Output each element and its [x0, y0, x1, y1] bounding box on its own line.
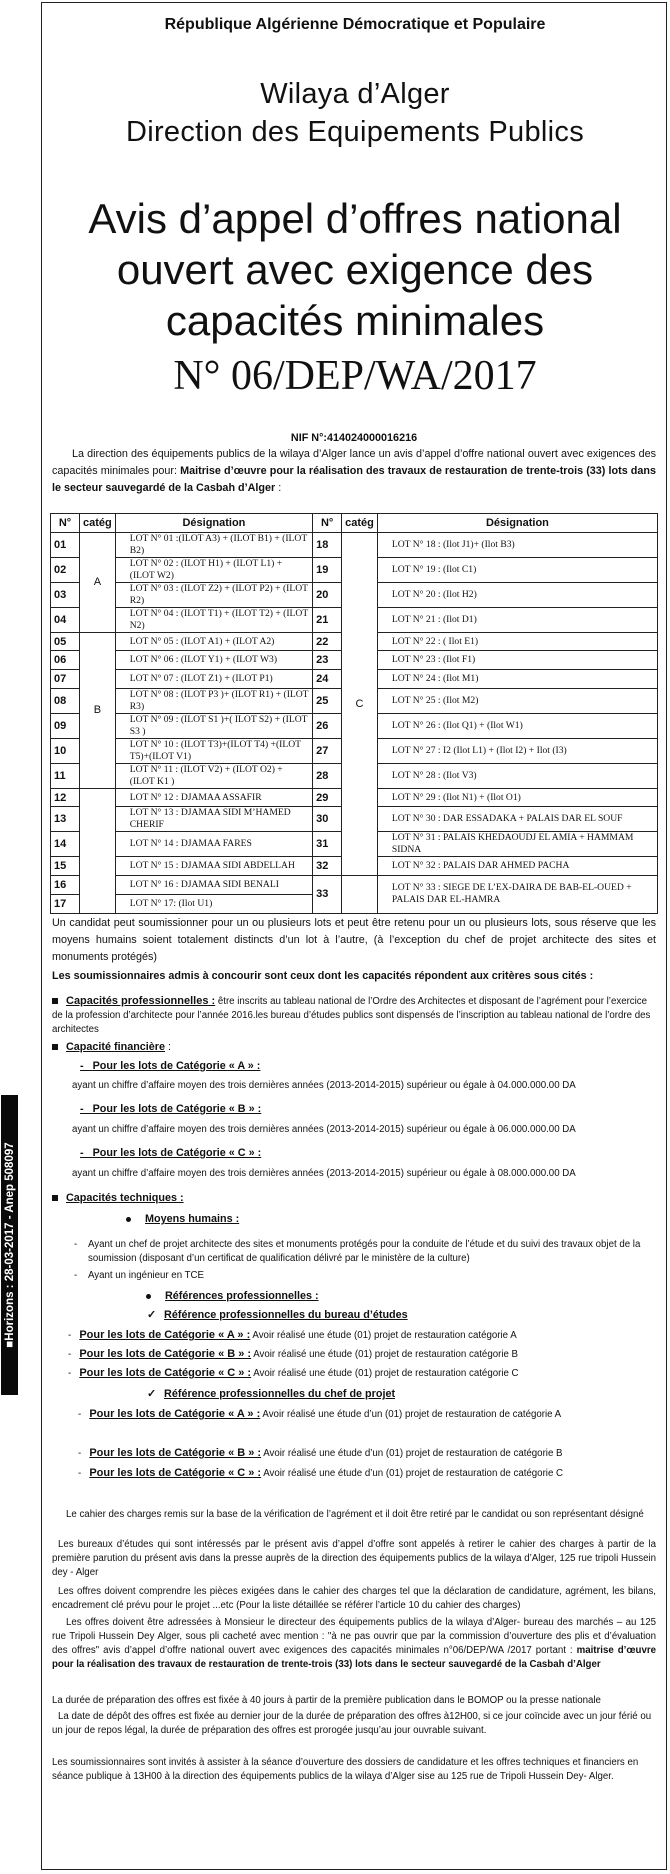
- lot-number: 25: [313, 688, 342, 713]
- title-line-1: Avis d’appel d’offres national: [88, 195, 622, 242]
- moyens-item-1-text: Ayant un chef de projet architecte des sites et monuments protégés pour la conduite de l’étude et du suivi des travaux objet de la soumission (disposant d’un certificat de qualification délivré par le ministère de la culture): [88, 1239, 641, 1264]
- cap-pro-item: [52, 994, 656, 1037]
- lot-number: 22: [313, 632, 342, 651]
- lot-designation: LOT N° 06 : (ILOT Y1) + (ILOT W3): [115, 651, 312, 670]
- header-designation: Désignation: [115, 514, 312, 533]
- lot-designation: LOT N° 07 : (ILOT Z1) + (ILOT P1): [115, 670, 312, 689]
- cap-tech-title-text: Capacités techniques :: [66, 1192, 184, 1204]
- lot-number: 30: [313, 807, 342, 832]
- lot-category: [80, 788, 116, 913]
- chef-cat-a: - Pour les lots de Catégorie « A » : Avoir réalisé une étude d’un (01) projet de restauration de catégorie A: [78, 1408, 562, 1420]
- lot-designation: LOT N° 29 : (Ilot N1) + (Ilot O1): [377, 788, 657, 807]
- lot-designation: LOT N° 05 : (ILOT A1) + (ILOT A2): [115, 632, 312, 651]
- lot-number: 31: [313, 832, 342, 857]
- side-margin: [0, 0, 20, 1874]
- cap-fin-title: [52, 1039, 656, 1056]
- chef-cat-b-text: Avoir réalisé une étude d’un (01) projet de restauration de catégorie B: [261, 1448, 563, 1459]
- refs-title-text: Références professionnelles :: [165, 1290, 319, 1302]
- lot-number: 18: [313, 532, 342, 557]
- cap-pro-title: Capacités professionnelles :: [66, 995, 216, 1007]
- bureau-cat-a: - Pour les lots de Catégorie « A » : Avoir réalisé une étude (01) projet de restauration catégorie A: [68, 1329, 517, 1341]
- chef-cat-b-title: Pour les lots de Catégorie « B » :: [89, 1447, 262, 1459]
- lot-designation: LOT N° 27 : I2 (Ilot L1) + (Ilot I2) + Ilot (I3): [377, 738, 657, 763]
- table-row: [51, 876, 658, 895]
- lot-designation: LOT N° 02 : (ILOT H1) + (ILOT L1) + (ILOT W2): [115, 557, 312, 582]
- wilaya-name: Wilaya d’Alger: [260, 78, 450, 110]
- ref-bureau-title: [147, 1307, 627, 1324]
- lot-designation: LOT N° 31 : PALAIS KHEDAOUDJ EL AMIA + HAMMAM SIDNA: [377, 832, 657, 857]
- lot-designation: LOT N° 16 : DJAMAA SIDI BENALI: [115, 876, 312, 895]
- bureau-cat-a-text: Avoir réalisé une étude (01) projet de restauration catégorie A: [250, 1330, 517, 1341]
- title-line-3: capacités minimales: [165, 297, 545, 344]
- lot-number: 16: [51, 876, 80, 895]
- lot-designation: LOT N° 10 : (ILOT T3)+(ILOT T4) +(ILOT T5)+(ILOT V1): [115, 738, 312, 763]
- lot-number: 08: [51, 688, 80, 713]
- lot-number: 21: [313, 607, 342, 632]
- chef-cat-c-text: Avoir réalisé une étude d’un (01) projet de restauration de catégorie C: [261, 1468, 564, 1479]
- lot-category: [342, 876, 378, 913]
- lot-designation: LOT N° 15 : DJAMAA SIDI ABDELLAH: [115, 857, 312, 876]
- lot-number: 04: [51, 607, 80, 632]
- ref-chef-title-text: Référence professionnelles du chef de projet: [164, 1388, 396, 1400]
- republic-header: République Algérienne Démocratique et Populaire: [164, 16, 546, 33]
- check-icon: ✓: [147, 1388, 157, 1400]
- bureau-cat-c-title: Pour les lots de Catégorie « C » :: [79, 1367, 252, 1379]
- candidate-rule: Un candidat peut soumissionner pour un ou plusieurs lots et peut être retenu pour un ou plusieurs lots, sous réserve que les moyens humains soient totalement distincts d’un lot à l’autre, (à l’exception du chef de projet architecte des sites et monuments protégés): [52, 917, 656, 963]
- lot-designation: LOT N° 11 : (ILOT V2) + (ILOT O2) + (ILOT K1 ): [115, 763, 312, 788]
- publication-reference-text: ■Horizons : 28-03-2017 - Anep 508097: [3, 1142, 16, 1348]
- moyens-title: [126, 1211, 626, 1228]
- lot-designation: LOT N° 30 : DAR ESSADAKA + PALAIS DAR EL SOUF: [377, 807, 657, 832]
- lot-designation: LOT N° 09 : (ILOT S1 )+( ILOT S2) + (ILOT S3 ): [115, 713, 312, 738]
- moyens-item-1: [74, 1238, 648, 1266]
- closing-p4-text: Les offres doivent être adressées à Monsieur le directeur des équipements publics de la wilaya d’Alger- bureau des marchés – au 125 rue Tripoli Hussein Dey Alger, sous pli cacheté avec mention : "à ne pas ouvrir que par la commission d’ouverture des plis et d’évaluation des offres" avis d’appel d’offre national ouvert avec exigences des capacités minimales n°06/DEP/WA /2017 portant :: [52, 1617, 656, 1656]
- lot-number: 13: [51, 807, 80, 832]
- lot-designation: LOT N° 32 : PALAIS DAR AHMED PACHA: [377, 857, 657, 876]
- fin-a-title: - Pour les lots de Catégorie « A » :: [80, 1060, 261, 1072]
- lot-number: 32: [313, 857, 342, 876]
- lot-designation: LOT N° 08 : (ILOT P3 )+ (ILOT R1) + (ILOT R3): [115, 688, 312, 713]
- lot-number: 10: [51, 738, 80, 763]
- lot-designation: LOT N° 22 : ( Ilot E1): [377, 632, 657, 651]
- closing-p6: La date de dépôt des offres est fixée au dernier jour de la durée de préparation des offres à12H00, si ce jour coïncide avec un jour férié ou un jour de repos légal, la durée de préparation des offres est prorogée jusqu’au jour ouvrable suivant.: [52, 1711, 652, 1736]
- closing-p3: Les offres doivent comprendre les pièces exigées dans le cahier des charges tel que la déclaration de candidature, agrément, les bilans, encadrement clé prévu pour le projet ...etc (Pour la liste détaillée se référer l’article 10 du cahier des charges): [52, 1586, 656, 1611]
- lot-number: 14: [51, 832, 80, 857]
- bureau-cat-b-text: Avoir réalisé une étude (01) projet de restauration catégorie B: [251, 1349, 519, 1360]
- fin-c-title: - Pour les lots de Catégorie « C » :: [80, 1147, 262, 1159]
- lots-table-body: [51, 532, 658, 913]
- lots-table: [50, 513, 658, 914]
- closing-p4-object: maitrise d’œuvre pour la réalisation des travaux de restauration de trente-trois (33) lots dans le secteur sauvegardé de la Casbah d’Alger: [52, 1645, 656, 1670]
- bureau-cat-b-title: Pour les lots de Catégorie « B » :: [79, 1348, 252, 1360]
- lot-designation: LOT N° 19 : (Ilot C1): [377, 557, 657, 582]
- lots-table-header: [51, 514, 658, 533]
- lot-number: 02: [51, 557, 80, 582]
- bureau-cat-a-title: Pour les lots de Catégorie « A » :: [79, 1329, 251, 1341]
- chef-cat-a-text: Avoir réalisé une étude d’un (01) projet de restauration de catégorie A: [260, 1409, 562, 1420]
- intro-text: La direction des équipements publics de la wilaya d’Alger lance un avis d’appel d’offre national ouvert avec exigences des capacités minimales pour:: [52, 448, 656, 477]
- lot-designation: LOT N° 25 : (Ilot M2): [377, 688, 657, 713]
- lot-number: 24: [313, 670, 342, 689]
- bureau-cat-b: - Pour les lots de Catégorie « B » : Avoir réalisé une étude (01) projet de restauration catégorie B: [68, 1348, 519, 1360]
- lot-number: 23: [313, 651, 342, 670]
- lot-designation: LOT N° 18 : (Ilot J1)+ (Ilot B3): [377, 532, 657, 557]
- closing-p1: Le cahier des charges remis sur la base de la vérification de l’agrément et il doit être retiré par le candidat ou son représentant désigné: [66, 1509, 644, 1520]
- lot-designation: LOT N° 03 : (ILOT Z2) + (ILOT P2) + (ILOT R2): [115, 582, 312, 607]
- notice-title: [55, 193, 655, 346]
- lot-number: 29: [313, 788, 342, 807]
- fin-c-text: ayant un chiffre d’affaire moyen des trois dernières années (2013-2014-2015) supérieur ou égale à 08.000.000.00 DA: [72, 1168, 576, 1179]
- lot-number: 01: [51, 532, 80, 557]
- header-cat: catég: [342, 514, 378, 533]
- lot-category: C: [342, 532, 378, 875]
- lot-designation: LOT N° 12 : DJAMAA ASSAFIR: [115, 788, 312, 807]
- bullet-icon: [126, 1217, 131, 1222]
- issuer-block: [60, 75, 650, 151]
- lot-designation: LOT N° 20 : (Ilot H2): [377, 582, 657, 607]
- lot-number: 17: [51, 894, 80, 913]
- bullet-icon: [52, 1044, 58, 1050]
- closing-p2: Les bureaux d’études qui sont intéressés par le présent avis d’appel d’offre sont appelés à retirer le cahier des charges à partir de la première parution du présent avis dans la presse auprès de la direction des équipements publics de la wilaya d’Alger, 125 rue tripoli Hussein dey - Alger: [52, 1539, 656, 1578]
- lot-designation: LOT N° 21 : (Ilot D1): [377, 607, 657, 632]
- lot-designation: LOT N° 14 : DJAMAA FARES: [115, 832, 312, 857]
- lot-number: 15: [51, 857, 80, 876]
- lot-number: 06: [51, 651, 80, 670]
- lot-number: 26: [313, 713, 342, 738]
- intro-colon: :: [275, 482, 282, 494]
- fin-b-title-text: Pour les lots de Catégorie « B » :: [92, 1103, 262, 1115]
- lot-designation: LOT N° 33 : SIEGE DE L’EX-DAIRA DE BAB-EL-OUED + PALAIS DAR EL-HAMRA: [377, 876, 657, 913]
- table-row: [51, 532, 658, 557]
- closing-p5: La durée de préparation des offres est fixée à 40 jours à partir de la première publication dans le BOMOP ou la presse nationale: [52, 1695, 601, 1706]
- lot-number: 12: [51, 788, 80, 807]
- lot-number: 11: [51, 763, 80, 788]
- fin-a-text: ayant un chiffre d’affaire moyen des trois dernières années (2013-2014-2015) supérieur ou égale à 04.000.000.00 DA: [72, 1080, 576, 1091]
- header-designation: Désignation: [377, 514, 657, 533]
- refs-title: [146, 1288, 626, 1305]
- intro-paragraph: [52, 446, 656, 497]
- ref-chef-title: [147, 1386, 627, 1403]
- cap-fin-colon: :: [165, 1041, 172, 1053]
- moyens-title-text: Moyens humains :: [145, 1213, 240, 1225]
- ref-bureau-title-text: Référence professionnelles du bureau d’études: [164, 1309, 408, 1321]
- fin-b-text: ayant un chiffre d’affaire moyen des trois dernières années (2013-2014-2015) supérieur ou égale à 06.000.000.00 DA: [72, 1124, 576, 1135]
- lot-designation: LOT N° 24 : (Ilot M1): [377, 670, 657, 689]
- bureau-cat-c-text: Avoir réalisé une étude (01) projet de restauration catégorie C: [251, 1368, 519, 1379]
- cap-tech-title: [52, 1190, 656, 1207]
- lot-number: 03: [51, 582, 80, 607]
- moyens-item-2: [74, 1269, 648, 1283]
- chef-cat-a-title: Pour les lots de Catégorie « A » :: [89, 1408, 261, 1420]
- lot-category: B: [80, 632, 116, 788]
- bureau-cat-c: - Pour les lots de Catégorie « C » : Avoir réalisé une étude (01) projet de restauration catégorie C: [68, 1367, 519, 1379]
- direction-name: Direction des Equipements Publics: [125, 116, 584, 148]
- fin-a-title-text: Pour les lots de Catégorie « A » :: [92, 1060, 261, 1072]
- lot-number: 19: [313, 557, 342, 582]
- closing-p7: Les soumissionnaires sont invités à assister à la séance d’ouverture des dossiers de candidature et les offres techniques et financiers en séance publique à 13H00 à la direction des équipements publics de la wilaya d’Alger sise au 125 rue de Tripoli Hussein Dey- Alger.: [52, 1757, 639, 1782]
- cap-fin-title-text: Capacité financière: [66, 1041, 166, 1053]
- lot-number: 33: [313, 876, 342, 913]
- header-num: N°: [51, 514, 80, 533]
- dash: -: [74, 1270, 78, 1281]
- lot-designation: LOT N° 28 : (Ilot V3): [377, 763, 657, 788]
- lot-number: 28: [313, 763, 342, 788]
- notice-number: N° 06/DEP/WA/2017: [173, 353, 537, 399]
- chef-cat-b: - Pour les lots de Catégorie « B » : Avoir réalisé une étude d’un (01) projet de restauration de catégorie B: [78, 1447, 563, 1459]
- fin-c-title-text: Pour les lots de Catégorie « C » :: [92, 1147, 262, 1159]
- nif-number: NIF N°:414024000016216: [290, 432, 418, 444]
- cap-pro-text: être inscrits au tableau national de l’Ordre des Architectes et disposant de l’agrément pour l’exercice de la profession d’architecte pour l’année 2016.les bureau d’études publics sont dispensés de l’inscription au tableau national de l’ordre des architectes: [52, 996, 651, 1035]
- title-line-2: ouvert avec exigence des: [116, 246, 594, 293]
- lot-number: 07: [51, 670, 80, 689]
- moyens-item-2-text: Ayant un ingénieur en TCE: [88, 1270, 204, 1281]
- bullet-icon: [146, 1294, 151, 1299]
- lot-designation: LOT N° 13 : DJAMAA SIDI M’HAMED CHERIF: [115, 807, 312, 832]
- lot-designation: LOT N° 04 : (ILOT T1) + (ILOT T2) + (ILOT N2): [115, 607, 312, 632]
- lot-number: 27: [313, 738, 342, 763]
- lot-designation: LOT N° 01 :(ILOT A3) + (ILOT B1) + (ILOT B2): [115, 532, 312, 557]
- lot-number: 20: [313, 582, 342, 607]
- header-cat: catég: [80, 514, 116, 533]
- closing-p4: [52, 1616, 656, 1672]
- intro-object: Maitrise d’œuvre pour la réalisation des travaux de restauration de trente-trois (33) lots dans le secteur sauvegardé de la Casbah d’Alger: [52, 465, 656, 494]
- bullet-icon: [52, 1195, 58, 1201]
- check-icon: ✓: [147, 1309, 157, 1321]
- lot-designation: LOT N° 17: (Ilot U1): [115, 894, 312, 913]
- header-num: N°: [313, 514, 342, 533]
- lot-designation: LOT N° 23 : (Ilot F1): [377, 651, 657, 670]
- lot-number: 05: [51, 632, 80, 651]
- lot-number: 09: [51, 713, 80, 738]
- dash: -: [74, 1239, 78, 1250]
- fin-b-title: - Pour les lots de Catégorie « B » :: [80, 1103, 262, 1115]
- publication-reference: [1, 1095, 18, 1395]
- lot-designation: LOT N° 26 : (Ilot Q1) + (Ilot W1): [377, 713, 657, 738]
- bullet-icon: [52, 998, 58, 1004]
- lot-category: A: [80, 532, 116, 632]
- criteria-intro: Les soumissionnaires admis à concourir sont ceux dont les capacités répondent aux critères sous cités :: [52, 970, 594, 982]
- chef-cat-c: - Pour les lots de Catégorie « C » : Avoir réalisé une étude d’un (01) projet de restauration de catégorie C: [78, 1467, 564, 1479]
- chef-cat-c-title: Pour les lots de Catégorie « C » :: [89, 1467, 262, 1479]
